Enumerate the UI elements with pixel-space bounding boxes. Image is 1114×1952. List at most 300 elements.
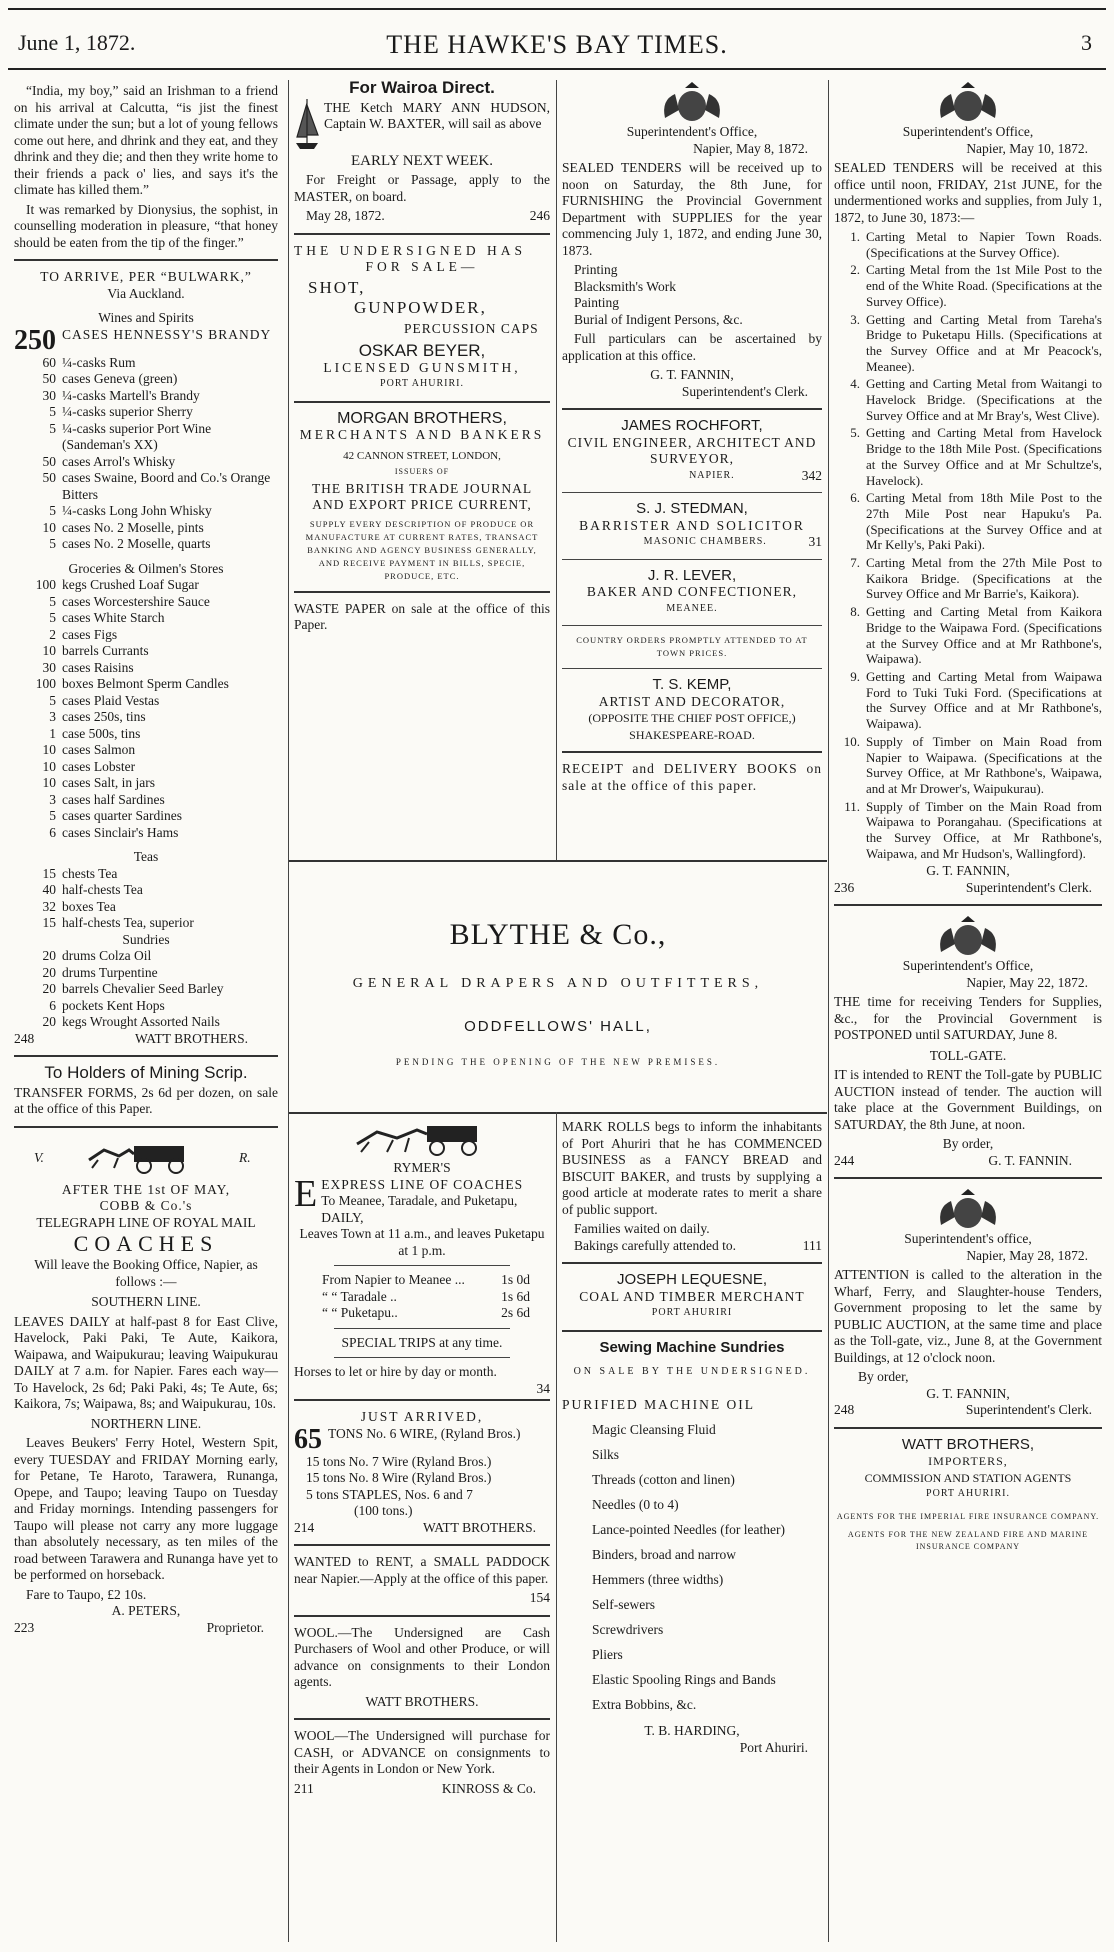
ad-text: THE time for receiving Tenders for Supplies, &c., for the Provincial Government is POSTPONED until SATURDAY, June 8. [834,994,1102,1043]
item-text: Getting and Carting Metal from Kaikora Bridge to the Waipawa Ford. (Specifications at the Survey Office and at Mr Rathbone's, Waipawa). [866,604,1102,667]
item-text: pockets Kent Hops [62,997,165,1013]
item-quantity: 1 [49,725,56,741]
morgan-supply: SUPPLY EVERY DESCRIPTION OF PRODUCE OR MANUFACTURE AT CURRENT RATES, TRANSACT BANKING AND AGENCY BUSINESS GENERALLY, [305,518,539,555]
item-text: chests Tea [62,865,118,881]
list-item [14,915,278,932]
list-item: Silks [592,1446,620,1462]
item-text: Carting Metal from 18th Mile Post to the 27th Mile Post near Hapuku's Pa. (Specifications at the Survey Office and at Mr Kelly's, Paki Paki). [866,490,1102,553]
ad-signature: KINROSS & Co. [441,1780,536,1796]
beyer-line: FOR SALE— [365,259,479,274]
list-item [14,324,278,356]
ad-order: By order, [858,1369,909,1385]
list-item [834,555,1102,602]
list-item [14,627,278,644]
item-text: CASES HENNESSY'S BRANDY [62,326,272,342]
item-quantity: 10 [42,775,56,790]
watt-role: IMPORTERS, [928,1454,1008,1469]
kemp-role: ARTIST AND DECORATOR, [598,693,786,709]
fare-row [322,1305,530,1322]
list-item [14,998,278,1015]
list-item [14,643,278,660]
lever-name: J. R. LEVER, [647,566,737,584]
lever-role: BAKER AND CONFECTIONER, [586,584,798,599]
watt-agents: AGENTS FOR THE IMPERIAL FIRE INSURANCE COMPANY. [836,1511,1100,1521]
item-text: Carting Metal from the 1st Mile Post to the end of the White Road. (Specifications at the Survey Office). [866,262,1102,309]
item-text: cases Salt, in jars [62,775,155,790]
item-number: 2. [850,262,860,278]
coach-heading: COACHES [73,1231,219,1256]
ad-signature: WATT BROTHERS. [422,1519,536,1535]
column-1 [14,80,278,1942]
divider [294,401,550,403]
rymer-express-title: EXPRESS LINE OF COACHES [321,1176,524,1192]
ad-number: 154 [529,1590,550,1605]
item-quantity: 20 [42,1014,56,1029]
item-text: Supply of Timber on Main Road from Napier to Waipawa. (Specifications at the Survey Office, at Mr Rathbone's, Waipawa, and at Mr Drower's, Waipukurau). [866,733,1102,796]
watt-agents: AGENTS FOR THE NEW ZEALAND FIRE AND MARINE INSURANCE COMPANY [847,1530,1089,1552]
item-text: cases Arrol's Whisky [62,453,176,469]
list-item [14,948,278,965]
list-item: Pliers [592,1646,623,1662]
ad-signature: G. T. FANNIN, [650,367,734,382]
item-text: ¼-casks Long John Whisky [62,503,212,518]
item-text: barrels Chevalier Seed Barley [62,981,224,996]
grocer-list [14,577,278,841]
rochfort-name: JAMES ROCHFORT, [621,417,763,434]
coach-icon [347,1116,497,1160]
coach-line: Will leave the Booking Office, Napier, as follows :— [34,1257,258,1289]
item-text: cases White Starch [62,610,165,625]
item-quantity: 32 [42,898,56,914]
item-text: cases No. 2 Moselle, quarts [62,536,211,551]
divider [562,492,822,493]
list-item [834,229,1102,260]
wairoa-ad [294,97,550,153]
ad-text: Leaves Beukers' Ferry Hotel, Western Spit, every TUESDAY and FRIDAY Morning early, for Petane, Te Haroto, Tarawera, Runanga, Opepe, and Taupo; leaving Taupo on Tuesday and Friday mornings. Intending passengers for Taupo will please not carry any more luggage than absolutely necessary, as ten miles of the road between Tarawera and Runanga have yet to be performed on horseback. [14,1435,278,1582]
item-number: 9. [850,668,860,684]
item-quantity: 20 [42,948,56,963]
ad-text: LEAVES DAILY at half-past 8 for East Clive, Havelock, Paki Paki, Te Aute, Kaikora, Waipawa, and Waipukurau; leaving Waipukurau DAILY at 7 a.m. for Napier. Fares each way—To Havelock, 2s 6d; Paki Paki, 4s; Te Aute, 6s; Kaikora, 7s; Waipawa, 8s; and Waipukurau, 10s. [14,1313,278,1411]
item-text: cases Figs [62,626,118,642]
ad-number: 248 [14,1030,35,1046]
list-item: Extra Bobbins, &c. [592,1696,697,1712]
item-text: Getting and Carting Metal from Waitangi to Havelock Bridge. (Specifications at the Survey Office and at Mr Bray's, West Clive). [866,376,1102,423]
ad-text: THE Ketch MARY ANN HUDSON, Captain W. BAXTER, will sail as above [324,99,550,131]
item-quantity: 2 [49,626,56,642]
ad-place: Port Ahuriri. [739,1739,808,1755]
divider [14,259,278,261]
big-quantity: 65 [294,1423,322,1455]
list-item [14,676,278,693]
item-text: cases Swaine, Boord and Co.'s Orange Bitters [62,470,271,502]
item-quantity: 5 [49,692,56,708]
item-quantity: 5 [49,808,56,823]
arrived-title: JUST ARRIVED, [360,1409,484,1424]
ad-footer [562,534,822,551]
wines-list [14,355,278,553]
list-item [834,425,1102,488]
list-item [14,371,278,388]
item-quantity: 6 [49,997,56,1013]
list-item [14,775,278,792]
fare-text: Fare to Taupo, £2 10s. [26,1586,147,1602]
sewing-title: Sewing Machine Sundries [599,1338,785,1356]
item-quantity: 30 [42,387,56,403]
blythe-name: BLYTHE & Co., [449,918,667,951]
morgan-receive: AND RECEIVE PAYMENT IN BILLS, SPECIE, PRODUCE, ETC. [318,557,526,581]
column-2-bottom [294,1116,550,1942]
ad-footer [834,1402,1102,1419]
list-item: Painting [574,295,620,310]
coach-line: TELEGRAPH LINE OF ROYAL MAIL [36,1214,256,1230]
blythe-ad [289,860,827,1114]
item-text: ¼-casks Rum [62,354,136,370]
big-quantity: 250 [14,324,56,356]
list-item [14,742,278,759]
list-item: Binders, broad and narrow [592,1546,736,1562]
list-item: Burial of Indigent Persons, &c. [574,311,743,327]
morgan-journal: AND EXPORT PRICE CURRENT, [312,497,532,512]
arrive-title: TO ARRIVE, PER “BULWARK,” [40,269,252,284]
list-item [14,577,278,594]
item-number: 8. [850,604,860,620]
watt-role: COMMISSION AND STATION AGENTS [864,1470,1072,1485]
ad-number: 211 [294,1780,314,1796]
fare-price: 1s 0d [501,1272,530,1287]
column-divider [556,80,557,860]
divider [562,559,822,560]
item-quantity: 60 [42,354,56,370]
coach-line: COBB & Co.'s [99,1198,193,1213]
list-item [14,1014,278,1031]
rochfort-place: NAPIER. [689,469,735,481]
item-text: Getting and Carting Metal from Tareha's Bridge to Puketapu Hills. (Specifications at the Survey Office and at Mr Peacock's, Meanee). [866,311,1102,374]
list-item [834,262,1102,309]
ad-date: May 28, 1872. [306,208,385,223]
list-item: Hemmers (three widths) [592,1571,724,1587]
section-heading: SOUTHERN LINE. [91,1294,201,1309]
ad-text: ATTENTION is called to the alteration in the Wharf, Ferry, and Slaughter-house Tenders, Government proposing to let the same by PUBLIC AUCTION, at the same time and place as the Toll-gate, viz., June 8, at the Government Buildings, at 12 o'clock noon. [834,1267,1102,1365]
fare-route: “ “ Puketapu.. [322,1305,398,1320]
list-item [834,376,1102,423]
morgan-address: 42 CANNON STREET, LONDON, [343,449,501,462]
teas-list [14,866,278,932]
item-quantity: 50 [42,453,56,469]
item-number: 7. [850,555,860,571]
item-quantity: 20 [42,981,56,996]
divider [294,1718,550,1720]
ad-text: RECEIPT and DELIVERY BOOKS on sale at the office of this paper. [562,761,822,793]
ad-footer [834,880,1102,897]
ad-number: 236 [834,879,855,895]
column-divider [556,1112,557,1942]
watt-place: PORT AHURIRI. [926,1488,1010,1500]
list-item [14,503,278,520]
list-item [834,312,1102,375]
item-text: cases half Sardines [62,791,165,807]
divider [834,1427,1102,1429]
beyer-caps: PERCUSSION CAPS [404,320,539,336]
watt-name: WATT BROTHERS, [901,1435,1035,1453]
ad-footer [562,1238,822,1255]
ad-footer [14,1031,278,1048]
blythe-pending: PENDING THE OPENING OF THE NEW PREMISES. [395,1057,721,1067]
list-item [14,594,278,611]
item-text: ¼-casks superior Sherry [62,404,193,419]
list-item [14,421,278,454]
list-item [14,388,278,405]
ad-signature: G. T. FANNIN. [988,1152,1072,1168]
rymer-name: RYMER'S [393,1160,451,1175]
royal-crest-icon [657,80,727,124]
item-text: cases Sinclair's Hams [62,824,179,840]
ad-role: Superintendent's Clerk. [681,383,808,399]
item-quantity: 5 [49,593,56,609]
list-item: 5 tons STAPLES, Nos. 6 and 7 [306,1486,473,1502]
list-item: Threads (cotton and linen) [592,1471,735,1487]
morgan-issues: ISSUERS OF [394,467,450,476]
item-text: drums Turpentine [62,964,158,980]
ad-number: 214 [294,1519,315,1535]
vr-letter: R. [239,1149,251,1165]
item-text: Supply of Timber on the Main Road from Waipawa to Porangahau. (Specifications at the Survey Office, at Mr Rathbone's, Waipawa, and Mr Hudson's, Wallingford). [866,798,1102,861]
ad-text: WOOL—The Undersigned will purchase for CASH, or ADVANCE on consignments to their Agents in London or New York. [294,1728,550,1776]
item-quantity: 50 [42,470,56,485]
stedman-place: MASONIC CHAMBERS. [643,536,767,547]
list-item: Magic Cleansing Fluid [592,1421,716,1437]
coach-line: AFTER THE 1st OF MAY, [61,1181,231,1197]
beyer-gunpowder: GUNPOWDER, [354,298,487,317]
ad-number: 342 [801,467,822,483]
item-quantity: 10 [42,742,56,757]
item-quantity: 10 [42,519,56,535]
column-4 [834,80,1102,1942]
kemp-name: T. S. KEMP, [652,676,732,693]
item-text: Carting Metal from the 27th Mile Post to Kaikora Bridge. (Specifications at the Survey Office and Mr Barrie's, Kaikora). [866,555,1102,602]
fare-row [322,1289,530,1306]
office-name: Superintendent's Office, [902,124,1034,139]
item-quantity: 40 [42,882,56,897]
divider [294,1544,550,1546]
beyer-line: THE UNDERSIGNED HAS [294,242,526,258]
ad-number: 31 [808,534,822,549]
ad-text: IT is intended to RENT the Toll-gate by PUBLIC AUCTION instead of tender. The auction will take place at the Government Buildings, on SATURDAY, the 8th June, at noon. [834,1067,1102,1132]
list-item [834,799,1102,862]
fare-price: 2s 6d [501,1305,530,1320]
ad-text: WASTE PAPER on sale at the office of this Paper. [294,600,550,632]
beyer-place: PORT AHURIRI. [380,378,464,389]
beyer-shot: SHOT, [308,277,366,297]
blythe-hall: ODDFELLOWS' HALL, [464,1018,652,1035]
lequesne-name: JOSEPH LEQUESNE, [616,1271,768,1288]
header-rule [8,68,1106,70]
item-text: cases Plaid Vestas [62,692,160,708]
ad-emphasis: EARLY NEXT WEEK. [351,152,493,169]
royal-crest-icon [933,914,1003,958]
divider [834,1177,1102,1179]
ad-signature: T. B. HARDING, [644,1723,740,1738]
sewing-sub: ON SALE BY THE UNDERSIGNED. [573,1366,811,1377]
ad-text: WOOL.—The Undersigned are Cash Purchasers of Wool and other Produce, or will advance on consignments to their London agents. [294,1624,550,1689]
section-heading: Wines and Spirits [98,310,194,325]
divider [562,1262,822,1264]
ad-signature: G. T. FANNIN, [926,1385,1010,1401]
item-text: cases Lobster [62,758,136,774]
item-quantity: 6 [49,824,56,840]
page-number: 3 [1081,30,1092,55]
divider [562,668,822,669]
office-date: Napier, May 10, 1872. [966,140,1088,156]
item-quantity: 10 [42,758,56,774]
item-number: 11. [844,798,860,814]
item-text: Carting Metal to Napier Town Roads. (Specifications at the Survey Office). [866,229,1102,260]
list-item [14,610,278,627]
item-number: 10. [843,733,860,749]
item-text: half-chests Tea [62,882,143,897]
rolls-families: Families waited on daily. [574,1221,710,1236]
item-quantity: 15 [42,865,56,881]
list-item: 15 tons No. 7 Wire (Ryland Bros.) [306,1453,492,1469]
drop-letter: E [294,1172,318,1215]
list-item: Elastic Spooling Rings and Bands [592,1671,776,1687]
item-text: kegs Wrought Assorted Nails [62,1014,220,1029]
item-text: boxes Tea [62,898,116,914]
vr-letter: V. [34,1149,44,1165]
item-quantity: 3 [49,791,56,807]
office-date: Napier, May 28, 1872. [966,1247,1088,1263]
fare-price: 1s 6d [501,1288,530,1304]
ad-text: Full particulars can be ascertained by application at this office. [562,331,822,363]
rymer-express [294,1172,550,1227]
ad-footer [14,1620,278,1637]
item-text: cases No. 2 Moselle, pints [62,519,204,535]
divider [562,408,822,410]
divider [334,1328,510,1329]
anecdote-text: It was remarked by Dionysius, the sophist, in counselling moderation in pleasure, “that honey should be eaten from the tip of the finger.” [14,201,278,250]
list-item [14,866,278,883]
item-text: kegs Crushed Loaf Sugar [62,577,199,592]
list-item [14,520,278,537]
ad-signature: WATT BROTHERS. [134,1030,248,1046]
ad-number: 34 [536,1380,550,1396]
ad-number: 248 [834,1402,855,1418]
list-item [14,981,278,998]
ad-heading: For Wairoa Direct. [349,78,495,97]
stedman-name: S. J. STEDMAN, [636,500,748,517]
fare-route: From Napier to Meanee ... [322,1272,465,1287]
column-2-top [294,80,550,860]
special-trips: SPECIAL TRIPS at any time. [341,1334,503,1350]
royal-crest-icon [933,80,1003,124]
item-number: 5. [850,425,860,441]
item-quantity: 5 [49,404,56,419]
beyer-name: OSKAR BEYER, [358,341,486,360]
list-item [14,404,278,421]
list-item [834,604,1102,667]
column-3-top [562,80,822,860]
top-rule [8,8,1106,10]
item-quantity: 15 [42,915,56,930]
ad-text: TRANSFER FORMS, 2s 6d per dozen, on sale at the office of this Paper. [14,1084,278,1116]
royal-crest-icon [933,1187,1003,1231]
ad-role: Proprietor. [206,1619,264,1635]
list-item [14,759,278,776]
item-text: cases Raisins [62,659,134,675]
divider [294,233,550,235]
list-item [14,792,278,809]
rymer-leaves: Leaves Town at 11 a.m., and leaves Puketapu at 1 p.m. [299,1226,545,1258]
list-item [834,490,1102,553]
office-name: Superintendent's Office, [902,958,1034,974]
list-item [14,660,278,677]
list-item [14,709,278,726]
ship-icon [294,97,320,153]
kemp-address: (OPPOSITE THE CHIEF POST OFFICE,) [588,711,796,725]
item-number: 4. [850,376,860,392]
morgan-name: MORGAN BROTHERS, [337,409,507,427]
lever-place: MEANEE. [666,602,718,614]
coach-illustration [14,1136,278,1182]
lequesne-place: PORT AHURIRI [651,1307,733,1318]
horses-text: Horses to let or hire by day or month. [294,1364,497,1379]
ad-signature: G. T. FANNIN, [926,863,1010,879]
works-list [834,229,1102,861]
rymer-express-text: To Meanee, Taradale, and Puketapu, DAILY, [321,1193,518,1225]
list-item: Needles (0 to 4) [592,1496,679,1512]
ad-footer [294,1520,550,1537]
ad-number: 223 [14,1619,35,1635]
rochfort-role: CIVIL ENGINEER, ARCHITECT AND SURVEYOR, [567,434,817,466]
column-divider [828,80,829,1942]
item-text: cases 250s, tins [62,709,146,724]
ad-text: MARK ROLLS begs to inform the inhabitants of Port Ahuriri that he has COMMENCED BUSINESS as a FANCY BREAD and BISCUIT BAKER, and trusts by supplying a good article at moderate rates to merit a share of public support. [562,1119,822,1217]
item-quantity: 5 [49,610,56,625]
item-text: cases Worcestershire Sauce [62,593,210,609]
list-item [14,536,278,553]
item-quantity: 50 [42,371,56,386]
coach-icon [84,1136,204,1176]
rolls-bakings: Bakings carefully attended to. [574,1237,736,1253]
arrived-first [294,1423,550,1455]
ad-number: 246 [529,208,550,223]
issue-date: June 1, 1872. [18,30,136,55]
divider [294,1399,550,1401]
list-item: Self-sewers [592,1596,655,1612]
item-text: half-chests Tea, superior [62,915,194,930]
lever-note: COUNTRY ORDERS PROMPTLY ATTENDED TO AT TOWN PRICES. [576,635,808,658]
ad-footer [834,1153,1102,1170]
item-number: 1. [850,229,860,244]
divider [294,591,550,593]
divider [562,625,822,626]
list-item: Screwdrivers [592,1621,664,1637]
ad-signature: WATT BROTHERS. [365,1693,479,1709]
ad-number: 111 [802,1237,822,1253]
ad-role: Superintendent's Clerk. [965,1402,1092,1418]
arrived-total: (100 tons.) [354,1503,413,1518]
divider [334,1265,510,1266]
ad-signature: A. PETERS, [111,1603,181,1618]
ad-footer [294,1781,550,1798]
item-text: drums Colza Oil [62,948,152,963]
divider [562,751,822,753]
item-text: boxes Belmont Sperm Candles [62,676,229,691]
supply-items [574,262,822,328]
item-text: cases Salmon [62,742,136,757]
item-quantity: 20 [42,964,56,980]
office-date: Napier, May 22, 1872. [966,974,1088,990]
sewing-list [592,1422,822,1714]
